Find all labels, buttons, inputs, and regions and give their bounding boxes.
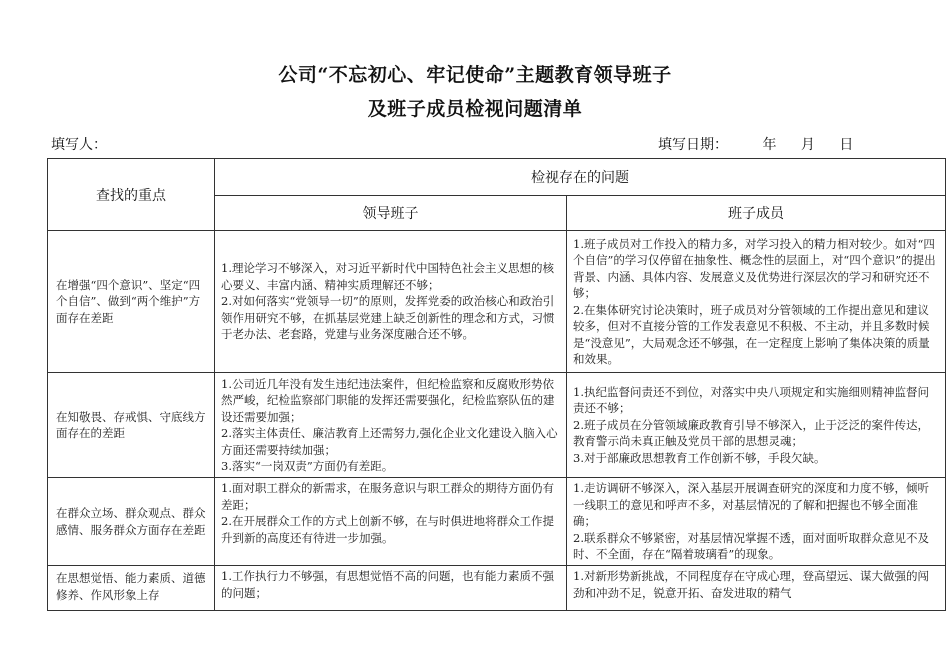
leadership-item: 2.对如何落实“党领导一切”的原则，发挥党委的政治核心和政治引领作用研究不够，在抓基层党建上缺乏创新性的理念和方式，习惯于老办法、老套路，党建与业务深度融合还不够。: [221, 294, 555, 342]
leadership-cell: [215, 231, 567, 373]
date-month: 月: [800, 137, 815, 153]
members-item: 2.班子成员在分管领域廉政教育引导不够深入，止于泛泛的案件传达，教育警示尚未真正触及党员干部的思想灵魂；: [573, 417, 929, 449]
leadership-cell: [215, 373, 567, 478]
members-cell: [567, 566, 946, 611]
members-item: 3.对于部廉政思想教育工作创新不够，手段欠缺。: [573, 450, 826, 465]
members-item: 2.联系群众不够紧密，对基层情况掌握不透，面对面听取群众意见不及时、不全面，存在“隔着玻璃看”的现象。: [573, 530, 929, 562]
table-row: [48, 231, 946, 373]
leadership-cell: [215, 478, 567, 566]
header-leadership: 领导班子: [215, 196, 567, 231]
problem-checklist-table: [47, 158, 946, 611]
members-item: 1.对新形势新挑战，不同程度存在守成心理，登高望远、谋大做强的闯劲和冲劲不足，锐意开拓、奋发进取的精气: [573, 569, 929, 600]
header-members: 班子成员: [567, 196, 946, 231]
focus-cell: 在知敬畏、存戒惧、守底线方面存在的差距: [48, 373, 215, 478]
table-row: [48, 566, 946, 611]
leadership-item: 2.落实主体责任、廉洁教育上还需努力,强化企业文化建设入脑入心方面还需要持续加强；: [221, 426, 558, 457]
focus-cell: 在思想觉悟、能力素质、道德修养、作风形象上存: [48, 566, 215, 611]
table-row: [48, 478, 946, 566]
leadership-item: 1.工作执行力不够强，有思想觉悟不高的问题，也有能力素质不强的问题；: [221, 569, 554, 600]
focus-cell: 在增强“四个意识”、坚定“四个自信”、做到“两个维护”方面存在差距: [48, 231, 215, 373]
date-year: 年: [762, 137, 777, 153]
date-label: 填写日期：: [658, 137, 728, 153]
page-title-line1: 公司“不忘初心、牢记使命”主题教育领导班子: [278, 64, 672, 86]
header-problems: 检视存在的问题: [215, 159, 946, 196]
leadership-item: 1.公司近几年没有发生违纪违法案件，但纪检监察和反腐败形势依然严峻，纪检监察部门职能的发挥还需要强化，纪检监察队伍的建设还需要加强；: [221, 376, 555, 424]
filler-label: 填写人：: [51, 137, 107, 153]
leadership-item: 3.落实“一岗双责”方面仍有差距。: [221, 459, 394, 473]
fill-date: [658, 134, 853, 154]
header-focus: 查找的重点: [48, 159, 215, 231]
leadership-item: 2.在开展群众工作的方式上创新不够，在与时俱进地将群众工作提升到新的高度还有待进一步加强。: [221, 514, 554, 545]
members-cell: [567, 373, 946, 478]
focus-cell: 在群众立场、群众观点、群众感情、服务群众方面存在差距: [48, 478, 215, 566]
members-item: 1.班子成员对工作投入的精力多，对学习投入的精力相对较少。如对“四个自信”的学习仅停留在抽象性、概念性的层面上，对“四个意识”的提出背景、内涵、具体内容、发展意义及优势进行深层次的学习和研究还不够；: [573, 236, 936, 300]
leadership-item: 1.理论学习不够深入，对习近平新时代中国特色社会主义思想的核心要义、丰富内涵、精神实质理解还不够；: [221, 261, 554, 292]
leadership-cell: [215, 566, 567, 611]
members-cell: [567, 231, 946, 373]
members-item: 2.在集体研究讨论决策时，班子成员对分管领域的工作提出意见和建议较多，但对不直接分管的工作发表意见不积极、不主动，并且多数时候是“没意见”，大局观念还不够强，在一定程度上影响了集体决策的质量和效果。: [573, 302, 930, 366]
table-row: [48, 373, 946, 478]
page-title-line2: 及班子成员检视问题清单: [367, 98, 583, 120]
members-item: 1.执纪监督问责还不到位，对落实中央八项规定和实施细则精神监督问责还不够；: [573, 384, 929, 416]
date-day: 日: [839, 137, 854, 153]
members-cell: [567, 478, 946, 566]
members-item: 1.走访调研不够深入，深入基层开展调查研究的深度和力度不够，倾听一线职工的意见和呼声不多，对基层情况的了解和把握也不够全面准确；: [573, 481, 929, 529]
leadership-item: 1.面对职工群众的新需求，在服务意识与职工群众的期待方面仍有差距；: [221, 481, 554, 512]
